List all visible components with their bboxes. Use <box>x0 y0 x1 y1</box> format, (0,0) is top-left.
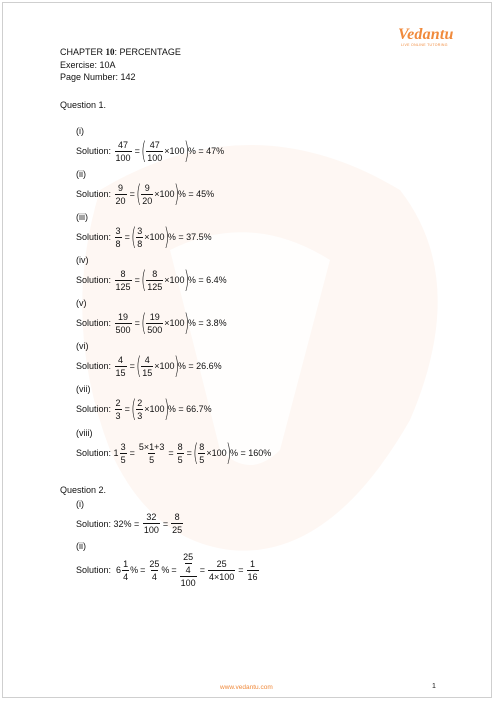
chapter-prefix: CHAPTER <box>60 47 106 57</box>
denominator: 100 <box>115 152 131 163</box>
fraction <box>177 442 184 465</box>
solution-result: % = 45% <box>177 189 215 199</box>
denominator: 15 <box>142 367 153 378</box>
fraction <box>182 552 194 575</box>
numerator: 1 <box>250 558 256 569</box>
times-100: ×100 <box>144 404 165 414</box>
part-label: (iv) <box>76 255 89 265</box>
fraction <box>198 442 205 465</box>
fraction <box>136 226 143 249</box>
fraction <box>143 512 160 535</box>
chapter-suffix: : PERCENTAGE <box>114 47 181 57</box>
denominator: 4 <box>123 571 129 582</box>
footer-url[interactable]: www.vedantu.com <box>220 684 273 691</box>
equals-sign: = <box>162 518 169 529</box>
fraction <box>141 355 153 378</box>
logo-tagline: LIVE ONLINE TUTORING <box>401 43 448 47</box>
denominator: 5 <box>199 454 205 465</box>
denominator: 100 <box>147 152 163 163</box>
numerator: 8 <box>177 441 183 452</box>
solution-row <box>76 397 212 421</box>
solution-result: % = 26.6% <box>177 361 222 371</box>
part-label: (i) <box>76 126 84 136</box>
equals-sign: = <box>129 361 135 371</box>
equals-sign: = <box>238 565 244 575</box>
left-paren: ( <box>140 137 147 165</box>
chapter-number: 10 <box>105 47 115 57</box>
numerator: 4 <box>118 354 124 365</box>
times-100: ×100 <box>164 318 185 328</box>
left-paren: ( <box>140 309 147 337</box>
exercise-label: Exercise: 10A <box>60 60 116 70</box>
denominator: 500 <box>147 324 163 335</box>
equals-sign: = <box>199 565 205 575</box>
numerator: 19 <box>149 311 160 322</box>
times-100: ×100 <box>144 232 165 242</box>
equals-sign: = <box>140 565 146 575</box>
right-paren: ) <box>173 180 179 208</box>
denominator: 4 <box>185 565 191 575</box>
fraction <box>122 559 129 582</box>
solution-result: % = 66.7% <box>167 404 212 414</box>
numerator: 9 <box>118 182 124 193</box>
equals-sign: = <box>129 189 135 199</box>
denominator: 4 <box>151 571 157 582</box>
question-2-title: Question 2. <box>60 485 107 495</box>
part-label: (vii) <box>76 384 91 394</box>
denominator: 15 <box>115 367 126 378</box>
denominator: 125 <box>147 281 163 292</box>
solution-prefix: Solution: 32% = <box>76 518 140 529</box>
solution-row <box>76 139 224 163</box>
fraction <box>138 442 166 465</box>
right-paren: ) <box>225 439 231 467</box>
fraction <box>115 269 132 292</box>
right-paren: ) <box>173 352 179 380</box>
numerator: 3 <box>120 441 126 452</box>
solution-prefix: Solution: <box>76 146 112 156</box>
denominator: 20 <box>115 195 126 206</box>
numerator: 2 <box>137 397 143 408</box>
part-label: (i) <box>76 499 84 509</box>
page-number-label: Page Number: 142 <box>60 72 136 82</box>
solution-prefix: Solution: <box>76 404 112 414</box>
logo-wordmark: Vedantu <box>398 26 454 43</box>
denominator: 5 <box>120 454 126 465</box>
denominator: 3 <box>115 410 121 421</box>
denominator: 125 <box>115 281 131 292</box>
numerator: 8 <box>174 512 180 522</box>
fraction <box>115 312 132 335</box>
right-paren: ) <box>163 223 169 251</box>
left-paren: ( <box>140 266 147 294</box>
right-paren: ) <box>183 266 189 294</box>
question-1-title: Question 1. <box>60 100 107 110</box>
equals-sign: = <box>124 404 130 414</box>
numerator: 25 <box>183 552 194 562</box>
solution-prefix: Solution: <box>76 361 112 371</box>
denominator: 16 <box>247 571 258 582</box>
equals-sign: = <box>134 146 140 156</box>
fraction <box>247 559 259 582</box>
denominator: 3 <box>137 410 143 421</box>
left-paren: ( <box>135 180 142 208</box>
times-100: ×100 <box>164 146 185 156</box>
vedantu-logo <box>398 26 458 48</box>
numerator: 25 <box>149 558 160 569</box>
part-label: (ii) <box>76 169 86 179</box>
equals-sign: = <box>134 318 140 328</box>
times-100: ×100 <box>206 448 227 458</box>
fraction <box>115 398 122 421</box>
numerator: 8 <box>120 268 126 279</box>
solution-result: % = 47% <box>187 146 225 156</box>
solution-prefix: Solution: <box>76 275 112 285</box>
fraction <box>115 140 132 163</box>
left-paren: ( <box>135 352 142 380</box>
fraction <box>115 226 122 249</box>
part-label: (iii) <box>76 212 88 222</box>
mixed-whole: 6 <box>116 565 122 575</box>
percent-sign: % <box>130 565 139 575</box>
denominator: 5 <box>149 454 155 465</box>
denominator: 100 <box>143 525 159 535</box>
solution-result: % = 160% <box>229 448 272 458</box>
page-number: 1 <box>432 683 436 690</box>
denominator: 100 <box>180 578 196 588</box>
denominator: 5 <box>177 454 183 465</box>
part-label: (vi) <box>76 341 89 351</box>
solution-row <box>76 512 184 535</box>
fraction <box>208 559 235 582</box>
left-paren: ( <box>130 395 137 423</box>
part-label: (ii) <box>76 541 86 551</box>
fraction <box>120 442 127 465</box>
solution-row <box>76 225 212 249</box>
times-100: ×100 <box>154 189 175 199</box>
numerator: 8 <box>152 268 158 279</box>
solution-row <box>76 354 222 378</box>
denominator: 20 <box>142 195 153 206</box>
equals-sign: = <box>171 565 177 575</box>
solution-result: % = 37.5% <box>167 232 212 242</box>
fraction <box>136 398 143 421</box>
numerator: 25 <box>216 558 227 569</box>
denominator: 4×100 <box>208 571 235 582</box>
complex-numerator <box>180 552 196 576</box>
left-paren: ( <box>193 439 199 467</box>
right-paren: ) <box>183 309 189 337</box>
fraction <box>146 312 163 335</box>
solution-prefix: Solution: <box>76 318 112 328</box>
fraction <box>115 355 127 378</box>
solution-result: % = 6.4% <box>187 275 227 285</box>
denominator: 8 <box>137 238 143 249</box>
solution-prefix: Solution: <box>76 189 112 199</box>
numerator: 1 <box>123 558 129 569</box>
numerator: 3 <box>115 225 121 236</box>
equals-sign: = <box>168 448 174 458</box>
right-paren: ) <box>163 395 169 423</box>
fraction <box>148 559 160 582</box>
denominator: 8 <box>115 238 121 249</box>
part-label: (v) <box>76 298 87 308</box>
left-paren: ( <box>130 223 137 251</box>
numerator: 5×1+3 <box>138 441 165 452</box>
times-100: ×100 <box>154 361 175 371</box>
fraction <box>146 140 163 163</box>
complex-fraction <box>180 552 197 588</box>
numerator: 47 <box>149 139 160 150</box>
solution-row <box>76 268 227 292</box>
solution-prefix: Solution: <box>76 565 112 575</box>
equals-sign: = <box>134 275 140 285</box>
numerator: 9 <box>144 182 150 193</box>
solution-prefix: Solution: <box>76 232 112 242</box>
numerator: 4 <box>144 354 150 365</box>
solution-result: % = 3.8% <box>187 318 227 328</box>
denominator: 500 <box>115 324 131 335</box>
numerator: 47 <box>118 139 129 150</box>
numerator: 3 <box>137 225 143 236</box>
solution-row <box>76 182 214 206</box>
percent-sign: % <box>161 565 170 575</box>
fraction <box>171 512 183 535</box>
mixed-whole: 1 <box>113 448 119 458</box>
right-paren: ) <box>183 137 189 165</box>
chapter-title <box>60 47 181 58</box>
equals-sign: = <box>129 448 135 458</box>
denominator: 25 <box>172 525 183 535</box>
numerator: 8 <box>199 441 205 452</box>
numerator: 2 <box>115 397 121 408</box>
solution-prefix: Solution: <box>76 448 112 458</box>
fraction <box>146 269 163 292</box>
times-100: ×100 <box>164 275 185 285</box>
equals-sign: = <box>124 232 130 242</box>
solution-row <box>76 441 271 465</box>
solution-row <box>76 311 227 335</box>
numerator: 19 <box>118 311 129 322</box>
part-label: (viii) <box>76 428 93 438</box>
fraction <box>115 183 127 206</box>
solution-row <box>76 552 260 588</box>
numerator: 32 <box>146 512 157 522</box>
equals-sign: = <box>186 448 192 458</box>
fraction <box>141 183 153 206</box>
